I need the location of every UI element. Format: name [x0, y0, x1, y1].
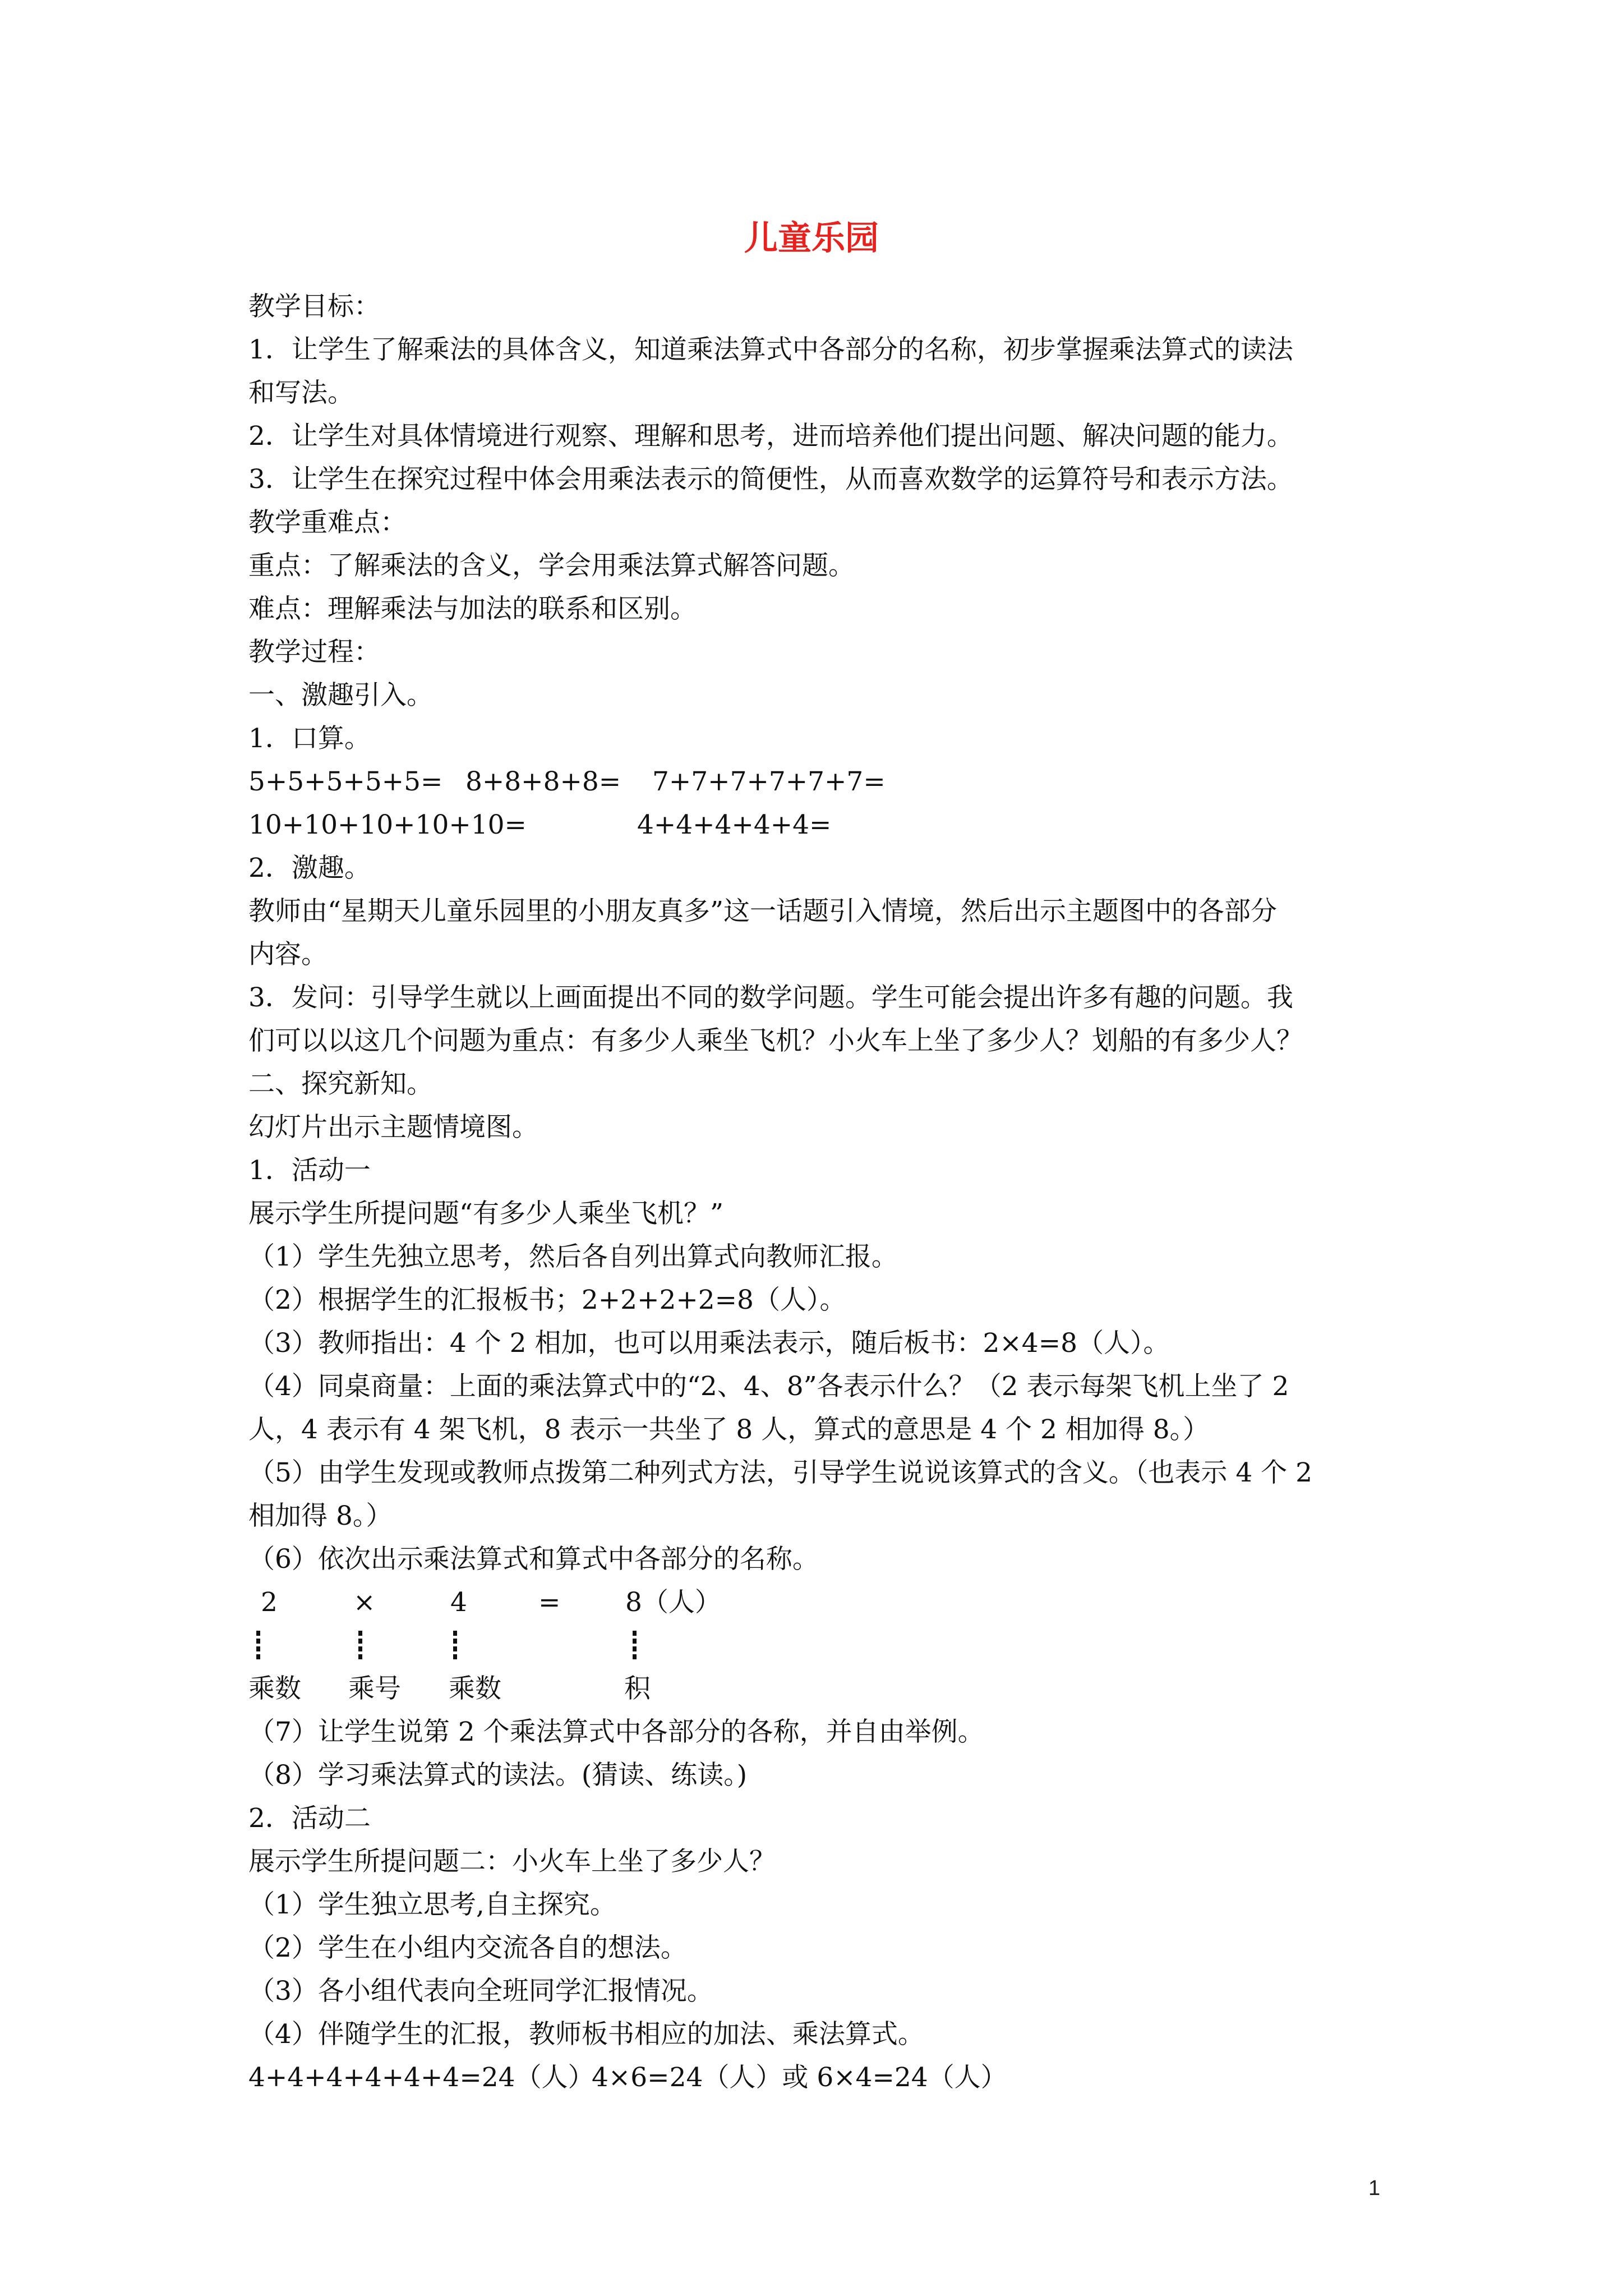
page-number: 1: [1368, 2177, 1381, 2200]
final-formula-row: [248, 2056, 1393, 2099]
part-name-times-sign: 乘号: [348, 1673, 401, 1704]
text-line: （6）依次出示乘法算式和算式中各部分的名称。: [248, 1544, 819, 1575]
text-line: 相加得 8。）: [248, 1501, 393, 1531]
part-name-factor: 乘数: [248, 1673, 301, 1704]
text-line: 幻灯片出示主题情境图。: [248, 1112, 538, 1143]
dashed-connector: [358, 1624, 362, 1673]
text-line: 和写法。: [248, 378, 354, 408]
text-line: （4）同桌商量：上面的乘法算式中的“2、4、8”各表示什么？（2 表示每架飞机上坐了 2: [248, 1371, 1289, 1402]
text-line: 难点：理解乘法与加法的联系和区别。: [248, 593, 697, 624]
text-line: 二、探究新知。: [248, 1069, 433, 1099]
text-line: （5）由学生发现或教师点拨第二种列式方法，引导学生说说该算式的含义。（也表示 4 个 2: [248, 1457, 1313, 1488]
text-line: 教学重难点：: [248, 507, 407, 538]
addition-formula: 4+4+4+4+4+4=24（人）: [248, 2062, 594, 2093]
part-name-factor: 乘数: [449, 1673, 501, 1704]
text-line: （2）根据学生的汇报板书；2+2+2+2=8（人）。: [248, 1285, 846, 1315]
text-line: 教学过程：: [248, 637, 380, 668]
text-line: （4）伴随学生的汇报，教师板书相应的加法、乘法算式。: [248, 2019, 924, 2050]
text-line: 重点：了解乘法的含义，学会用乘法算式解答问题。: [248, 550, 855, 581]
formula-equals-sign: =: [538, 1587, 561, 1618]
formula-factor: 2: [261, 1587, 278, 1618]
text-line: 3．让学生在探究过程中体会用乘法表示的简便性，从而喜欢数学的运算符号和表示方法。: [248, 464, 1293, 495]
text-line: （2）学生在小组内交流各自的想法。: [248, 1932, 687, 1963]
text-line: （1）学生独立思考,自主探究。: [248, 1889, 616, 1920]
text-line: 们可以以这几个问题为重点：有多少人乘坐飞机？小火车上坐了多少人？划船的有多少人？: [248, 1025, 1303, 1056]
formula-times-sign: ×: [353, 1587, 376, 1618]
text-line: 展示学生所提问题“有多少人乘坐飞机？”: [248, 1198, 724, 1229]
calc-expression: 8+8+8+8=: [465, 766, 621, 797]
formula-factor: 4: [450, 1587, 467, 1618]
text-line: 1．让学生了解乘法的具体含义，知道乘法算式中各部分的名称，初步掌握乘法算式的读法: [248, 334, 1293, 365]
document-body: [248, 285, 1393, 2099]
mental-calc-row-1: [248, 760, 1393, 803]
text-line: 2．激趣。: [248, 853, 371, 884]
text-line: 展示学生所提问题二：小火车上坐了多少人？: [248, 1846, 776, 1877]
text-line: 教学目标：: [248, 291, 380, 322]
text-line: 3．发问：引导学生就以上画面提出不同的数学问题。学生可能会提出许多有趣的问题。我: [248, 982, 1293, 1013]
text-line: 内容。: [248, 939, 328, 970]
text-line: （1）学生先独立思考，然后各自列出算式向教师汇报。: [248, 1241, 898, 1272]
text-line: （8）学习乘法算式的读法。(猜读、练读。): [248, 1760, 748, 1791]
calc-expression: 10+10+10+10+10=: [248, 809, 527, 840]
text-line: （3）教师指出：4 个 2 相加，也可以用乘法表示，随后板书：2×4=8（人）。: [248, 1328, 1170, 1359]
multiplication-formula: [248, 1581, 1393, 1624]
text-line: （3）各小组代表向全班同学汇报情况。: [248, 1976, 713, 2007]
text-line: 教师由“星期天儿童乐园里的小朋友真多”这一话题引入情境，然后出示主题图中的各部分: [248, 896, 1278, 927]
dashed-connector: [256, 1624, 260, 1673]
part-name-product: 积: [624, 1673, 651, 1704]
text-line: 1．活动一: [248, 1155, 371, 1186]
text-line: （7）让学生说第 2 个乘法算式中各部分的各称，并自由举例。: [248, 1717, 984, 1747]
text-line: 一、激趣引入。: [248, 680, 433, 711]
text-line: 2．让学生对具体情境进行观察、理解和思考，进而培养他们提出问题、解决问题的能力。: [248, 421, 1293, 452]
connector-row: [248, 1624, 1393, 1667]
text-line: 人，4 表示有 4 架飞机，8 表示一共坐了 8 人，算式的意思是 4 个 2 相加得 8。）: [248, 1414, 1210, 1445]
calc-expression: 7+7+7+7+7+7=: [652, 766, 886, 797]
part-names-row: [248, 1667, 1393, 1710]
multiplication-formulas: 4×6=24（人）或 6×4=24（人）: [592, 2062, 1007, 2093]
page-title: 儿童乐园: [744, 219, 879, 258]
text-line: 2．活动二: [248, 1803, 371, 1834]
calc-expression: 5+5+5+5+5=: [248, 766, 443, 797]
formula-product: 8（人）: [625, 1587, 721, 1618]
dashed-connector: [453, 1624, 457, 1673]
text-line: 1．口算。: [248, 723, 371, 754]
dashed-connector: [633, 1624, 637, 1673]
calc-expression: 4+4+4+4+4=: [637, 809, 832, 840]
mental-calc-row-2: [248, 803, 1393, 846]
